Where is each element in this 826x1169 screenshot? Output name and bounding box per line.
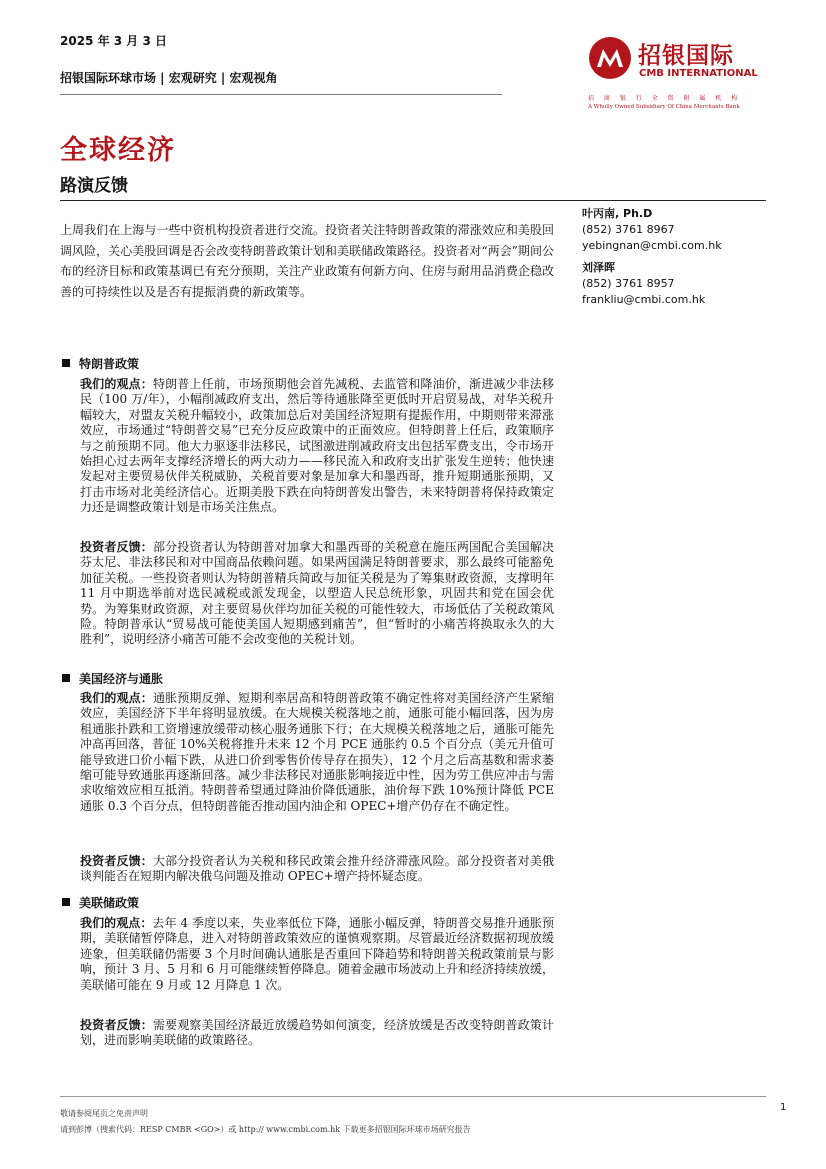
logo-tagline-en: A Wholly Owned Subsidiary Of China Merchants Bank bbox=[588, 104, 740, 110]
logo-chinese-name: 招银国际 bbox=[638, 43, 734, 69]
footer-disclaimer: 敬请参阅尾页之免责声明 bbox=[60, 1109, 148, 1118]
square-bullet-icon bbox=[62, 898, 70, 906]
analyst-email[interactable]: yebingnan@cmbi.com.hk bbox=[582, 239, 722, 252]
analyst-phone: (852) 3761 8967 bbox=[582, 223, 675, 236]
section-view-paragraph bbox=[80, 691, 554, 814]
view-text: 通胀预期反弹、短期利率居高和特朗普政策不确定性将对美国经济产生紧缩效应，美国经济下半年将明显放缓。在大规模关税落地之前，通胀可能小幅回落，因为房租通胀扑跌和工资增速放缓带动核心服务通胀下行；在大规模关税落地之后，通胀可能先冲高再回落，普征 10%关税将推升未来 12 个月 PCE 通胀约 0.5 个百分点（美元升值可能导致进口价小幅下跌，从进口价到零售价传导存在损失），12 个月之后高基数和需求萎缩可能导致通胀再逐渐回落。减少非法移民对通胀影响接近中性，因为劳工供应冲击与需求收缩效应相互抵消。特朗普希望通过降油价降低通胀，油价每下跌 10%预计降低 PCE 通胀 0.3 个百分点，但特朗普能否推动国内油企和 OPEC+增产仍存在不确定性。 bbox=[80, 691, 554, 813]
analyst-contacts bbox=[582, 206, 772, 314]
report-subtitle: 路演反馈 bbox=[60, 176, 128, 196]
footer-access-note: 请到彭博（搜索代码：RESP CMBR <GO>）或 http:// www.cmbi.com.hk 下载更多招银国际环球市场研究报告 bbox=[60, 1125, 471, 1134]
report-title: 全球经济 bbox=[60, 135, 176, 166]
section-heading-text: 美联储政策 bbox=[79, 896, 140, 910]
view-text: 去年 4 季度以来，失业率低位下降，通胀小幅反弹，特朗普交易推升通胀预期，美联储暂停降息，进入对特朗普政策效应的谨慎观察期。尽管最近经济数据初现放缓迹象，但美联储仍需要 3 个月时间确认通胀是否重回下降趋势和特朗普关税政策前景与影响，预计 3 月、5 月和 6 月可能继续暂停降息。随着金融市场波动上升和经济持续放缓，美联储可能在 9 月或 12 月降息 1 次。 bbox=[80, 916, 554, 992]
investor-text: 大部分投资者认为关税和移民政策会推升经济滞涨风险。部分投资者对美俄谈判能否在短期内解决俄乌问题及推动 OPEC+增产持怀疑态度。 bbox=[80, 854, 554, 884]
logo-tagline-cn: 招 商 银 行 全 资 附 属 机 构 bbox=[588, 95, 742, 102]
section-view-paragraph bbox=[80, 377, 554, 516]
title-divider bbox=[60, 200, 766, 201]
section-heading-us-economy bbox=[62, 670, 163, 687]
logo-english-name: CMB INTERNATIONAL bbox=[639, 68, 758, 79]
square-bullet-icon bbox=[62, 359, 70, 367]
report-category: 招银国际环球市场 | 宏观研究 | 宏观视角 bbox=[60, 71, 278, 85]
section-investor-paragraph bbox=[80, 540, 554, 648]
investor-label: 投资者反馈： bbox=[80, 854, 153, 868]
cmbi-logo-icon bbox=[588, 36, 632, 80]
analyst-card bbox=[582, 260, 772, 308]
section-view-paragraph bbox=[80, 916, 554, 993]
page-number: 1 bbox=[780, 1102, 787, 1113]
investor-text: 需要观察美国经济最近放缓趋势如何演变，经济放缓是否改变特朗普政策计划，进而影响美联储的政策路径。 bbox=[80, 1018, 554, 1048]
report-date: 2025 年 3 月 3 日 bbox=[60, 34, 167, 48]
header-divider bbox=[60, 94, 502, 95]
analyst-card bbox=[582, 206, 772, 254]
investor-label: 投资者反馈： bbox=[80, 1018, 153, 1032]
section-investor-paragraph bbox=[80, 1018, 554, 1049]
investor-label: 投资者反馈： bbox=[80, 540, 153, 554]
footer-notes bbox=[60, 1106, 520, 1138]
cmbi-logo bbox=[588, 36, 778, 116]
section-investor-paragraph bbox=[80, 854, 554, 885]
section-heading-fed-policy bbox=[62, 894, 139, 911]
section-heading-trump-policy bbox=[62, 355, 139, 372]
analyst-email[interactable]: frankliu@cmbi.com.hk bbox=[582, 293, 706, 306]
intro-paragraph: 上周我们在上海与一些中资机构投资者进行交流。投资者关注特朗普政策的滞涨效应和美股回调风险，关心美股回调是否会改变特朗普政策计划和美联储政策路径。投资者对“两会”期间公布的经济目标和政策基调已有充分预期，关注产业政策有何新方向、住房与耐用品消费企稳改善的可持续性以及是否有提振消费的新政策等。 bbox=[60, 223, 554, 299]
section-heading-text: 美国经济与通胀 bbox=[79, 672, 164, 686]
analyst-name: 刘泽晖 bbox=[582, 261, 615, 274]
section-heading-text: 特朗普政策 bbox=[79, 357, 140, 371]
square-bullet-icon bbox=[62, 674, 70, 682]
view-label: 我们的观点： bbox=[80, 377, 153, 391]
view-label: 我们的观点： bbox=[80, 916, 153, 930]
analyst-name: 叶丙南, Ph.D bbox=[582, 207, 653, 220]
investor-text: 部分投资者认为特朗普对加拿大和墨西哥的关税意在施压两国配合美国解决芬太尼、非法移民和对中国商品依赖问题。如果两国满足特朗普要求，那么最终可能豁免加征关税。一些投资者则认为特朗普精兵简政与加征关税是为了筹集财政资源，支撑明年 11 月中期选举前对选民减税或派发现金，以塑造人民总统形象，巩固共和党在国会优势。为筹集财政资源，对主要贸易伙伴均加征关税的可能性较大，市场低估了关税政策风险。特朗普承认“贸易战可能使美国人短期感到痛苦”，但“暂时的小痛苦将换取永久的大胜利”，说明经济小痛苦可能不会改变他的关税计划。 bbox=[80, 540, 554, 647]
view-text: 特朗普上任前，市场预期他会首先减税、去监管和降油价，渐进减少非法移民（100 万/年），小幅削减政府支出，然后等待通胀降至更低时开启贸易战，对华关税升幅较大，对盟友关税升幅较小，政策加总后对美国经济短期有提振作用，中期则带来滞涨效应，市场通过“特朗普交易”已充分反应政策中的正面效应。但特朗普上任后，政策顺序与之前预期不同。他大力驱逐非法移民，试图激进削减政府支出包括军费支出，令市场开始担心过去两年支撑经济增长的两大动力——移民流入和政府支出扩张发生逆转；他快速发起对主要贸易伙伴关税威胁，关税首要对象是加拿大和墨西哥，推升短期通胀预期，又打击市场对北美经济信心。近期美股下跌在向特朗普发出警告，未来特朗普将保持政策定力还是调整政策计划是市场关注焦点。 bbox=[80, 377, 554, 515]
analyst-phone: (852) 3761 8957 bbox=[582, 277, 675, 290]
view-label: 我们的观点： bbox=[80, 691, 153, 705]
footer-divider bbox=[60, 1096, 766, 1097]
